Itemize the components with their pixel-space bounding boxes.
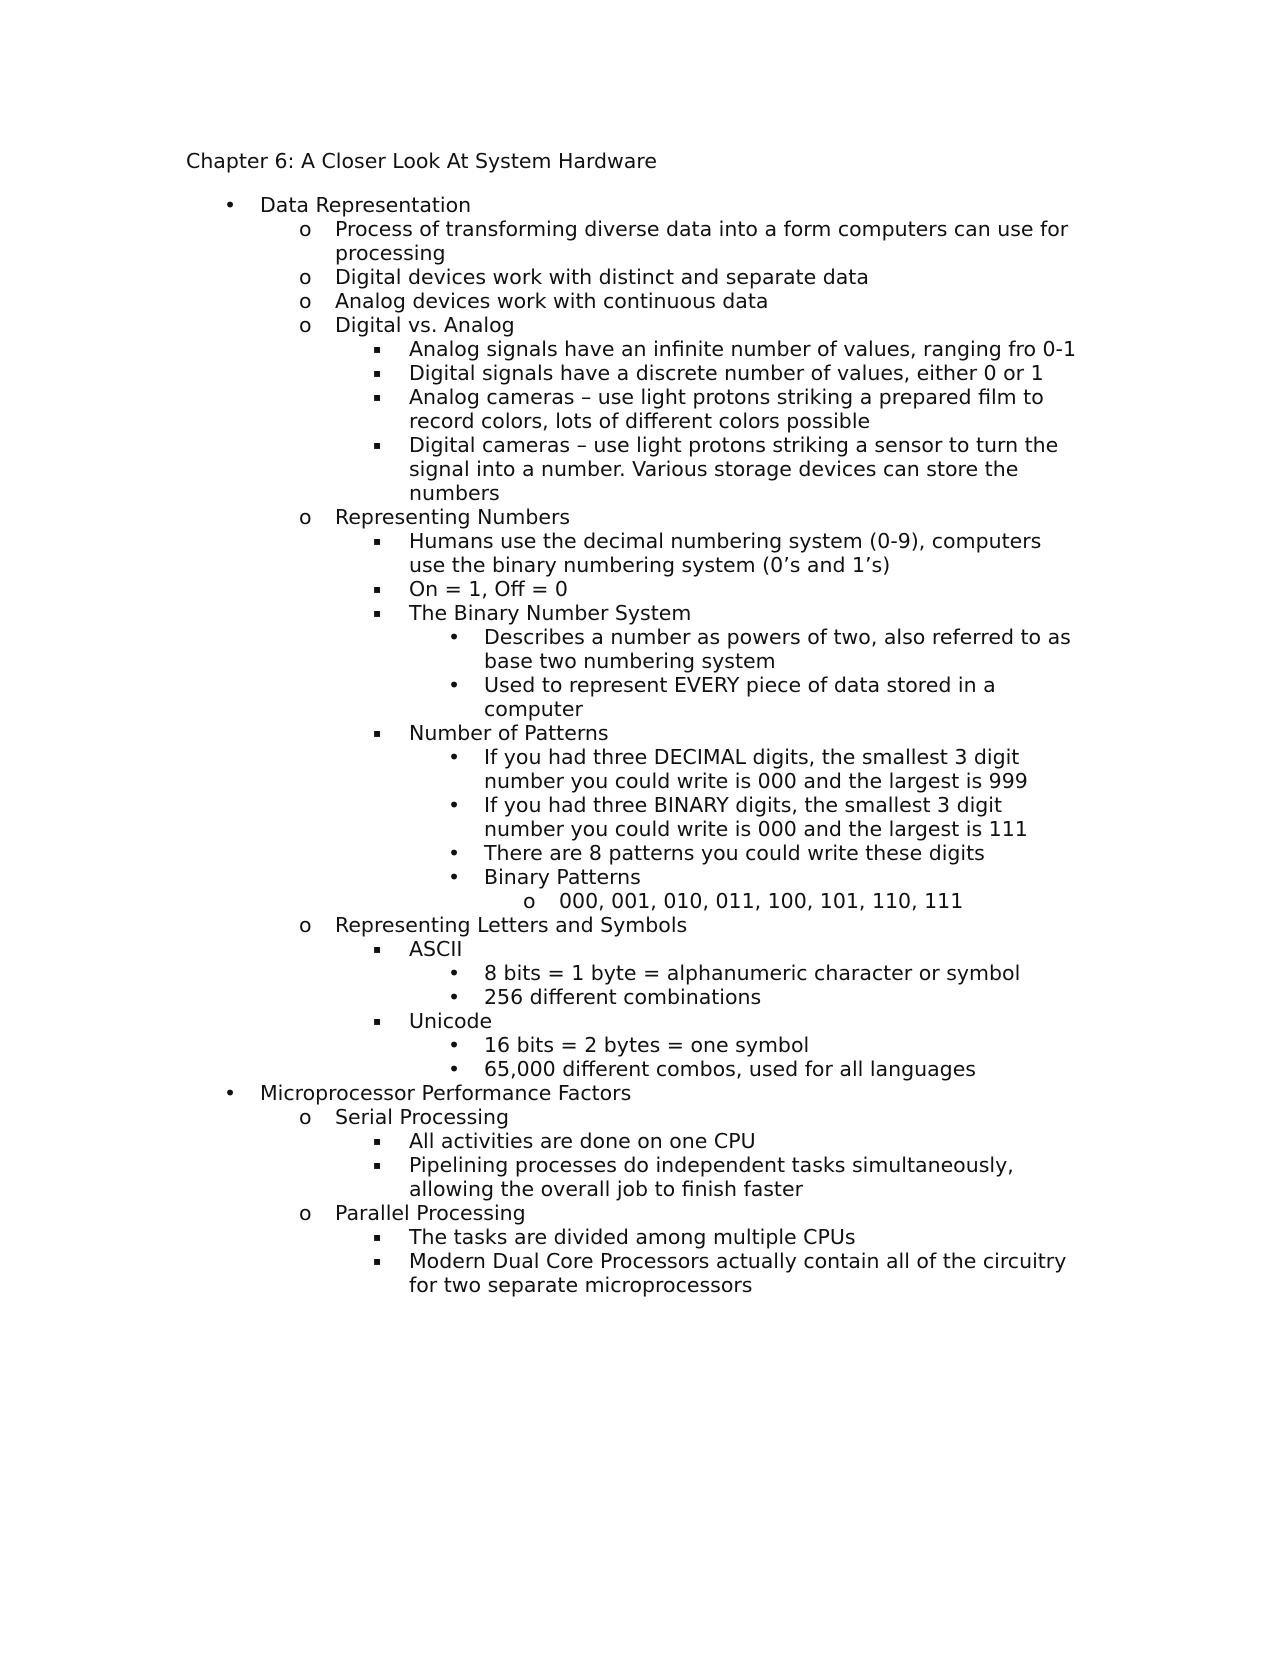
bullet-marker: ▪ (373, 726, 382, 740)
list-item-text: 65,000 different combos, used for all languages (484, 1057, 976, 1081)
bullet-marker: • (448, 865, 461, 889)
list-item-level-2 (0, 913, 1280, 937)
list-item-text: On = 1, Off = 0 (409, 577, 568, 601)
list-item-level-4 (0, 673, 1280, 721)
list-item-text: Digital cameras – use light protons striking a sensor to turn the signal into a number. Various storage devices can store the numbers (409, 433, 1059, 505)
list-item-level-3 (0, 721, 1280, 745)
list-item-text: 256 different combinations (484, 985, 762, 1009)
list-item-text: Binary Patterns (484, 865, 641, 889)
bullet-marker: • (224, 1081, 237, 1105)
list-item-level-4 (0, 793, 1280, 841)
list-item-text: Analog signals have an infinite number of values, ranging fro 0-1 (409, 337, 1076, 361)
outline-list (0, 193, 1280, 1297)
list-item-text: If you had three DECIMAL digits, the smallest 3 digit number you could write is 000 and the largest is 999 (484, 745, 1028, 793)
list-item-level-3 (0, 1225, 1280, 1249)
bullet-marker: o (299, 313, 312, 337)
bullet-marker: o (299, 913, 312, 937)
list-item-text: Humans use the decimal numbering system (0-9), computers use the binary numbering system (0’s and 1’s) (409, 529, 1042, 577)
list-item-level-3 (0, 601, 1280, 625)
bullet-marker: • (448, 841, 461, 865)
bullet-marker: • (448, 1033, 461, 1057)
bullet-marker: ▪ (373, 390, 382, 404)
bullet-marker: ▪ (373, 438, 382, 452)
bullet-marker: ▪ (373, 1254, 382, 1268)
bullet-marker: ▪ (373, 582, 382, 596)
bullet-marker: o (523, 889, 536, 913)
list-item-level-5 (0, 889, 1280, 913)
list-item-level-3 (0, 1129, 1280, 1153)
list-item-level-4 (0, 841, 1280, 865)
list-item-level-4 (0, 745, 1280, 793)
list-item-level-3 (0, 577, 1280, 601)
bullet-marker: o (299, 505, 312, 529)
list-item-level-4 (0, 625, 1280, 673)
bullet-marker: o (299, 1105, 312, 1129)
list-item-level-3 (0, 361, 1280, 385)
bullet-marker: ▪ (373, 534, 382, 548)
list-item-level-2 (0, 1201, 1280, 1225)
bullet-marker: ▪ (373, 1230, 382, 1244)
list-item-text: Process of transforming diverse data into a form computers can use for processing (335, 217, 1069, 265)
list-item-level-3 (0, 1249, 1280, 1297)
list-item-level-3 (0, 1009, 1280, 1033)
bullet-marker: • (448, 961, 461, 985)
bullet-marker: ▪ (373, 366, 382, 380)
bullet-marker: • (448, 793, 461, 817)
bullet-marker: o (299, 217, 312, 241)
list-item-text: Parallel Processing (335, 1201, 526, 1225)
list-item-text: 000, 001, 010, 011, 100, 101, 110, 111 (559, 889, 964, 913)
list-item-text: Unicode (409, 1009, 493, 1033)
list-item-level-4 (0, 1033, 1280, 1057)
list-item-text: 16 bits = 2 bytes = one symbol (484, 1033, 810, 1057)
list-item-text: If you had three BINARY digits, the smallest 3 digit number you could write is 000 and the largest is 111 (484, 793, 1028, 841)
bullet-marker: ▪ (373, 1158, 382, 1172)
list-item-level-1 (0, 193, 1280, 217)
list-item-text: Data Representation (260, 193, 472, 217)
list-item-text: Used to represent EVERY piece of data stored in a computer (484, 673, 996, 721)
list-item-text: Pipelining processes do independent tasks simultaneously, allowing the overall job to finish faster (409, 1153, 1014, 1201)
list-item-text: Digital vs. Analog (335, 313, 515, 337)
bullet-marker: • (448, 1057, 461, 1081)
list-item-level-4 (0, 1057, 1280, 1081)
bullet-marker: ▪ (373, 1014, 382, 1028)
bullet-marker: • (448, 673, 461, 697)
bullet-marker: ▪ (373, 1134, 382, 1148)
list-item-text: Analog devices work with continuous data (335, 289, 769, 313)
list-item-level-2 (0, 505, 1280, 529)
list-item-level-3 (0, 337, 1280, 361)
list-item-text: Analog cameras – use light protons striking a prepared film to record colors, lots of different colors possible (409, 385, 1044, 433)
list-item-level-2 (0, 217, 1280, 265)
list-item-level-2 (0, 313, 1280, 337)
bullet-marker: • (224, 193, 237, 217)
list-item-text: There are 8 patterns you could write these digits (484, 841, 985, 865)
list-item-text: Serial Processing (335, 1105, 509, 1129)
list-item-text: Representing Numbers (335, 505, 571, 529)
list-item-text: Modern Dual Core Processors actually contain all of the circuitry for two separate microprocessors (409, 1249, 1067, 1297)
bullet-marker: ▪ (373, 342, 382, 356)
list-item-text: Representing Letters and Symbols (335, 913, 688, 937)
bullet-marker: o (299, 265, 312, 289)
list-item-level-3 (0, 529, 1280, 577)
list-item-text: All activities are done on one CPU (409, 1129, 756, 1153)
list-item-text: Number of Patterns (409, 721, 609, 745)
bullet-marker: • (448, 745, 461, 769)
bullet-marker: o (299, 289, 312, 313)
list-item-level-3 (0, 937, 1280, 961)
list-item-text: Digital devices work with distinct and separate data (335, 265, 869, 289)
bullet-marker: • (448, 625, 461, 649)
list-item-level-1 (0, 1081, 1280, 1105)
list-item-level-4 (0, 961, 1280, 985)
list-item-level-3 (0, 1153, 1280, 1201)
list-item-level-2 (0, 1105, 1280, 1129)
list-item-text: Describes a number as powers of two, also referred to as base two numbering system (484, 625, 1071, 673)
list-item-level-3 (0, 385, 1280, 433)
list-item-level-2 (0, 289, 1280, 313)
page-title: Chapter 6: A Closer Look At System Hardware (186, 149, 657, 173)
bullet-marker: ▪ (373, 606, 382, 620)
list-item-level-4 (0, 865, 1280, 889)
list-item-text: The Binary Number System (409, 601, 692, 625)
bullet-marker: o (299, 1201, 312, 1225)
list-item-text: 8 bits = 1 byte = alphanumeric character or symbol (484, 961, 1021, 985)
list-item-text: Microprocessor Performance Factors (260, 1081, 632, 1105)
list-item-text: Digital signals have a discrete number of values, either 0 or 1 (409, 361, 1044, 385)
list-item-level-2 (0, 265, 1280, 289)
list-item-text: The tasks are divided among multiple CPUs (409, 1225, 856, 1249)
list-item-text: ASCII (409, 937, 463, 961)
list-item-level-4 (0, 985, 1280, 1009)
list-item-level-3 (0, 433, 1280, 505)
bullet-marker: • (448, 985, 461, 1009)
bullet-marker: ▪ (373, 942, 382, 956)
